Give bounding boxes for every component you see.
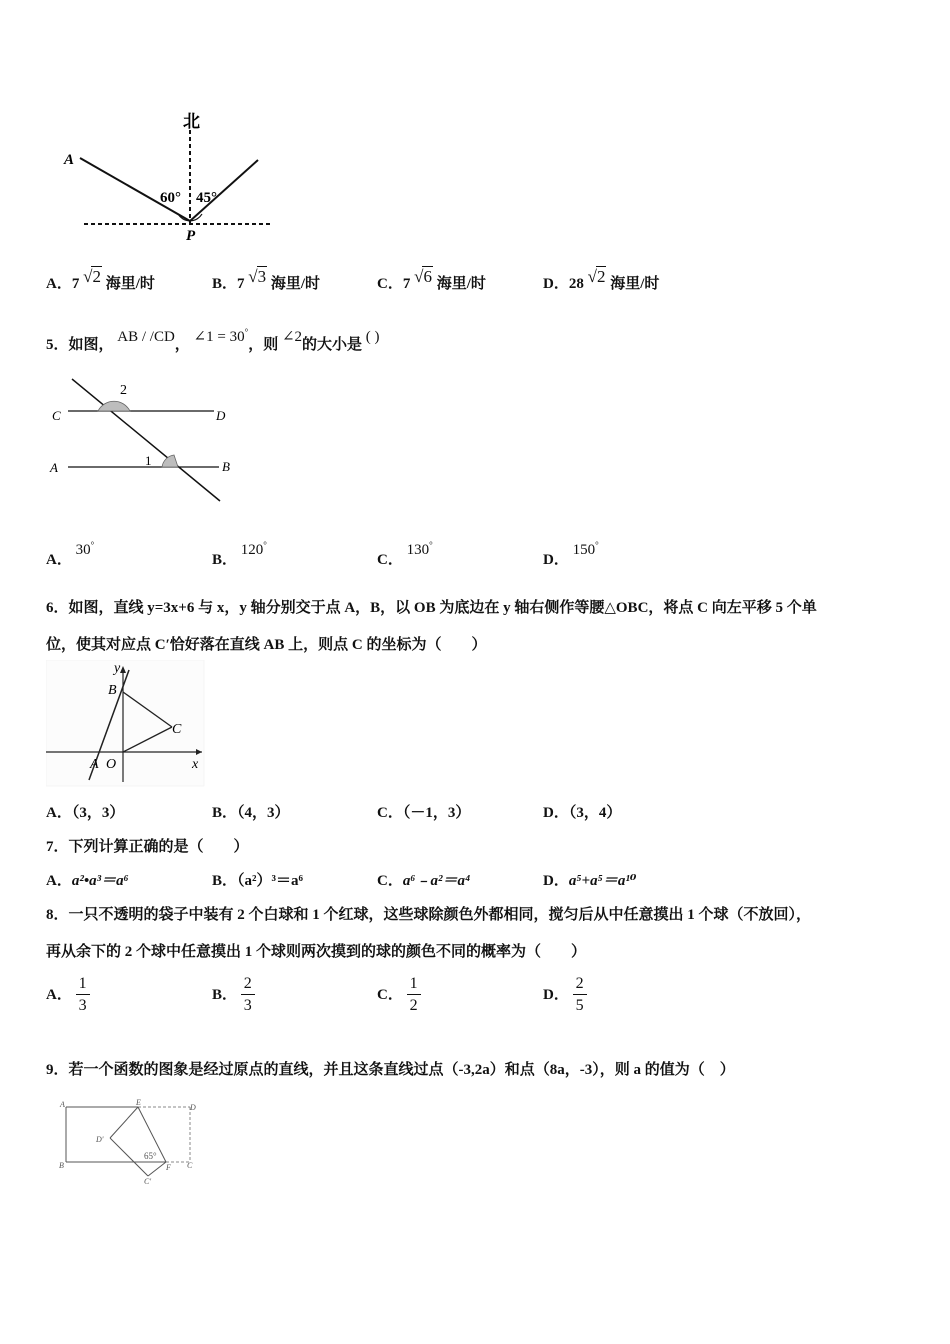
option-value: 120 (240, 542, 264, 558)
option-letter: C． (377, 986, 403, 1003)
q7-option-b[interactable] (212, 869, 303, 890)
numerator: 2 (241, 974, 255, 995)
q6-question-line2: 位，使其对应点 C′恰好落在直线 AB 上，则点 C 的坐标为（ ） (46, 637, 487, 653)
q8-question-line2: 再从余下的 2 个球中任意摸出 1 个球则两次摸到的球的颜色不同的概率为（ ） (46, 944, 587, 960)
q5-angle1-expr: ∠1 = 30 (193, 329, 245, 345)
q6-option-b[interactable] (212, 801, 290, 822)
option-letter: D． (543, 805, 569, 821)
option-letter: A． (46, 873, 72, 889)
label-d-prime: D' (96, 1135, 104, 1144)
fraction (573, 974, 587, 1017)
q5-parallel-expr: AB / /CD (117, 329, 175, 345)
q5-option-c[interactable] (377, 540, 433, 569)
option-letter: A． (46, 552, 72, 568)
label-y: y (114, 661, 121, 676)
option-letter: D． (543, 873, 569, 889)
option-letter: B． (212, 552, 238, 568)
option-letter: A． (46, 276, 72, 292)
transversal (72, 379, 220, 501)
q5-question (46, 327, 380, 354)
option-expr: a²•a³＝a⁶ (71, 873, 129, 889)
option-coef: 28 (568, 276, 584, 292)
option-letter: D． (543, 552, 569, 568)
option-value: 30 (75, 542, 91, 558)
label-2: 2 (120, 383, 127, 398)
degree-sign: ° (595, 540, 599, 550)
q5-option-a[interactable] (46, 540, 95, 569)
denominator: 3 (78, 997, 87, 1014)
denominator: 2 (409, 997, 418, 1014)
q5-option-b[interactable] (212, 540, 267, 569)
option-letter: B． (212, 986, 238, 1003)
option-letter: D． (543, 276, 569, 292)
label-c: C (172, 722, 182, 737)
denominator: 5 (575, 997, 584, 1014)
option-letter: B． (212, 805, 238, 821)
degree-sign: ° (429, 540, 433, 550)
label-a: A (90, 757, 99, 772)
q5-option-d[interactable] (543, 540, 599, 569)
q9-folded-rectangle-figure (56, 1098, 206, 1186)
option-expr: a⁶﹣a²＝a⁴ (402, 873, 471, 889)
q5-parallel-figure (46, 375, 246, 510)
label-1: 1 (145, 453, 152, 468)
q4-compass-figure (50, 108, 280, 243)
q4-option-a[interactable] (46, 267, 155, 293)
option-unit: 海里/时 (610, 276, 660, 292)
q6-coordinate-figure (46, 660, 206, 788)
label-a: A (60, 1100, 65, 1109)
q8-option-b[interactable] (212, 974, 255, 1017)
option-value: 130 (406, 542, 430, 558)
label-o: O (106, 757, 117, 772)
q5-comma: ， (174, 337, 190, 353)
label-b: B (59, 1161, 64, 1170)
option-unit: 海里/时 (270, 276, 321, 292)
option-coef: 7 (237, 276, 245, 292)
option-unit: 海里/时 (105, 276, 155, 292)
segment-ed2 (110, 1107, 138, 1138)
option-letter: A． (46, 986, 72, 1003)
label-b: B (222, 459, 230, 474)
fraction (241, 974, 255, 1017)
label-d: D (190, 1103, 196, 1112)
option-letter: B． (212, 276, 238, 292)
q6-question-line1: 6．如图，直线 y=3x+6 与 x，y 轴分别交于点 A，B，以 OB 为底边在 y 轴右侧作等腰△OBC，将点 C 向左平移 5 个单 (46, 600, 817, 616)
option-expr: a⁵+a⁵＝a¹⁰ (568, 873, 637, 889)
option-letter: C． (377, 552, 403, 568)
q9-question: 9．若一个函数的图象是经过原点的直线，并且这条直线过点（-3,2a）和点（8a，-3），则 a 的值为（ ） (46, 1062, 735, 1078)
radicand: 6 (423, 267, 432, 286)
q5-angle2-expr: ∠2 (281, 329, 303, 345)
sqrt-symbol: √2 (83, 267, 101, 286)
angle-1-arc (162, 455, 178, 467)
option-letter: B． (212, 873, 238, 889)
q4-option-d[interactable] (543, 267, 660, 293)
q5-degree: ° (244, 327, 249, 337)
degree-sign: ° (263, 540, 267, 550)
option-expr: （a²）³＝a⁶ (237, 873, 304, 889)
option-value: （－1，3） (402, 805, 471, 821)
segment-d2c2 (110, 1138, 148, 1176)
q8-question-line1: 8．一只不透明的袋子中装有 2 个白球和 1 个红球，这些球除颜色外都相同，搅匀后从中任意摸出 1 个球（不放回）， (46, 907, 812, 923)
option-letter: C． (377, 805, 403, 821)
label-c: C (52, 408, 61, 423)
radicand: 2 (596, 267, 606, 286)
degree-sign: ° (90, 540, 95, 550)
angle-left-label: 60° (160, 190, 181, 206)
numerator: 1 (407, 974, 421, 995)
denominator: 3 (243, 997, 252, 1014)
q6-option-d[interactable] (543, 801, 621, 822)
q7-option-c[interactable] (377, 869, 470, 890)
option-letter: C． (377, 276, 403, 292)
angle-right-label: 45° (196, 190, 217, 206)
label-a: A (64, 152, 75, 168)
q7-option-d[interactable] (543, 869, 636, 890)
label-c: C (187, 1161, 193, 1170)
q4-option-c[interactable] (377, 267, 486, 293)
q5-then: ，则 (248, 337, 279, 353)
option-value: （3，4） (568, 805, 622, 821)
option-coef: 7 (402, 276, 411, 292)
label-a: A (50, 460, 58, 475)
label-p: P (186, 228, 196, 243)
radicand: 2 (92, 267, 101, 286)
q4-option-b[interactable] (212, 267, 321, 293)
label-d: D (216, 408, 226, 423)
label-f: F (166, 1163, 171, 1172)
label-angle-65: 65° (144, 1151, 157, 1161)
fraction (407, 974, 421, 1017)
angle-2-arc (98, 401, 130, 411)
option-value: （4，3） (237, 805, 290, 821)
q7-option-a[interactable] (46, 869, 129, 890)
q5-prefix: 5．如图， (46, 337, 114, 353)
label-c-prime: C' (144, 1177, 152, 1186)
option-unit: 海里/时 (436, 276, 486, 292)
option-value: 150 (572, 542, 596, 558)
q7-question: 7．下列计算正确的是（ ） (46, 839, 249, 855)
option-letter: C． (377, 873, 403, 889)
q6-option-a[interactable] (46, 801, 124, 822)
q6-option-c[interactable] (377, 801, 470, 822)
label-b: B (108, 683, 117, 698)
option-letter: D． (543, 986, 569, 1003)
segment-c2f (148, 1162, 166, 1176)
sqrt-symbol: √6 (414, 267, 432, 286)
north-label: 北 (183, 112, 200, 131)
label-x: x (192, 757, 199, 772)
numerator: 1 (76, 974, 90, 995)
radicand: 3 (257, 267, 267, 286)
q5-suffix: 的大小是 (302, 337, 363, 353)
sqrt-symbol: √3 (248, 267, 267, 286)
option-value: （3，3） (71, 805, 125, 821)
label-e: E (136, 1098, 141, 1107)
q8-option-a[interactable] (46, 974, 90, 1017)
fraction (76, 974, 90, 1017)
q5-answer-paren: ( ) (365, 329, 380, 345)
q8-option-c[interactable] (377, 974, 421, 1017)
numerator: 2 (573, 974, 587, 995)
option-letter: A． (46, 805, 72, 821)
option-coef: 7 (71, 276, 80, 292)
sqrt-symbol: √2 (587, 267, 606, 286)
q8-option-d[interactable] (543, 974, 587, 1017)
